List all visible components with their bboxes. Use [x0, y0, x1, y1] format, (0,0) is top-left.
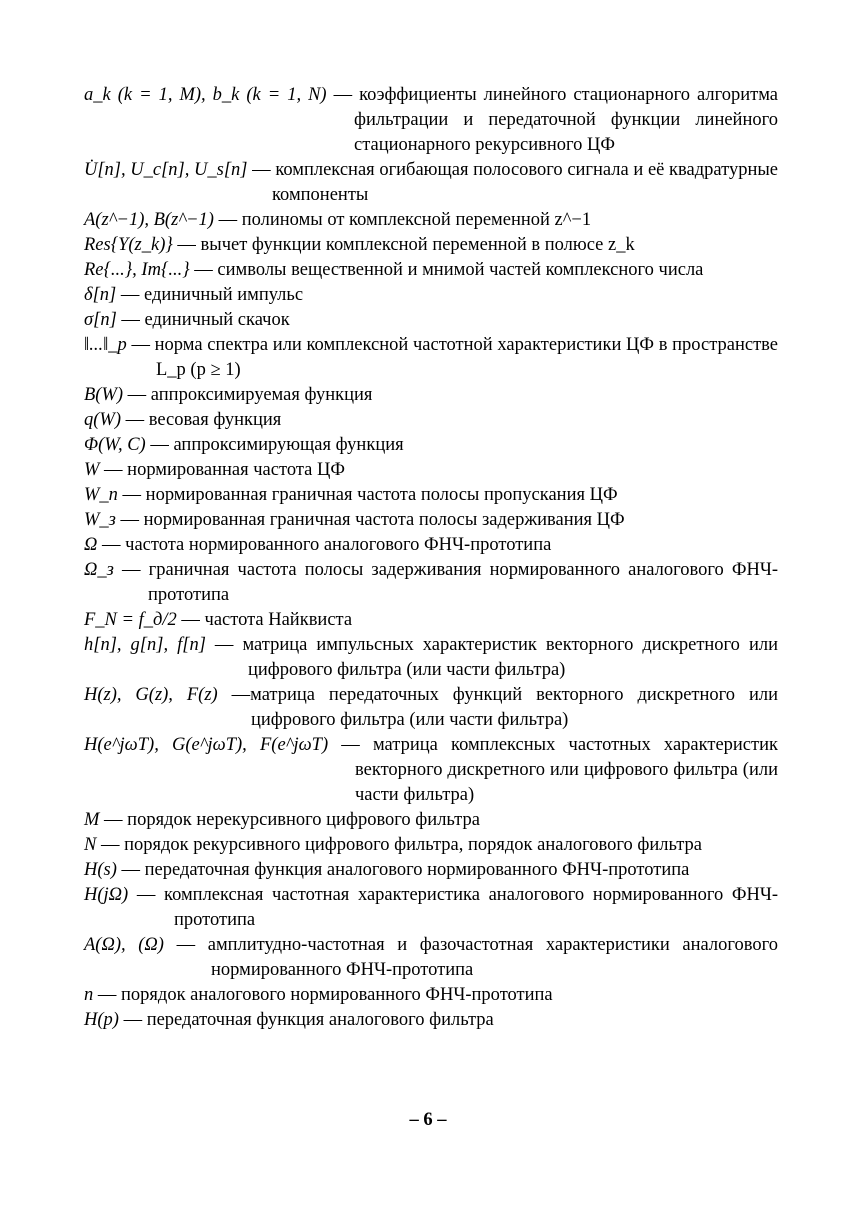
notation-symbol: δ[n]	[84, 285, 117, 305]
notation-entry: W_п — нормированная граничная частота полосы пропускания ЦФ	[84, 485, 618, 505]
notation-definition: матрица комплексных частотных характеристик векторного дискретного или цифрового фильтра (или части фильтра)	[355, 735, 778, 805]
notation-entry: B(W) — аппроксимируемая функция	[84, 385, 373, 405]
notation-definition: порядок аналогового нормированного ФНЧ-прототипа	[121, 985, 553, 1005]
notation-entry: W_з — нормированная граничная частота полосы задерживания ЦФ	[84, 510, 625, 530]
notation-symbol: H(jΩ)	[84, 885, 129, 905]
notation-definition: символы вещественной и мнимой частей комплексного числа	[217, 260, 704, 280]
notation-symbol: N	[84, 835, 97, 855]
notation-entry: M — порядок нерекурсивного цифрового фильтра	[84, 810, 480, 830]
notation-entry: H(jΩ) — комплексная частотная характеристика аналогового нормированного ФНЧ-прототипа	[84, 885, 779, 930]
notation-definition: матрица импульсных характеристик векторного дискретного или цифрового фильтра (или части фильтра)	[242, 635, 778, 680]
notation-entry: H(p) — передаточная функция аналогового фильтра	[84, 1010, 494, 1030]
notation-entry: U̇[n], U_c[n], U_s[n] — комплексная огибающая полосового сигнала и её квадратурные компоненты	[84, 160, 778, 205]
notation-symbol: A(Ω), (Ω)	[84, 935, 164, 955]
notation-definition: комплексная частотная характеристика аналогового нормированного ФНЧ-прототипа	[164, 885, 779, 930]
notation-symbol: F_N = f_д/2	[84, 610, 177, 630]
notation-entry: Φ(W, C) — аппроксимирующая функция	[84, 435, 404, 455]
notation-definition: полиномы от комплексной переменной z^−1	[241, 210, 592, 230]
notation-symbol: Φ(W, C)	[84, 435, 146, 455]
notation-symbol: Res{Y(z_k)}	[84, 235, 173, 255]
notation-symbol: q(W)	[84, 410, 121, 430]
notation-symbol: H(z), G(z), F(z)	[84, 685, 218, 705]
notation-definition: нормированная частота ЦФ	[127, 460, 345, 480]
notation-entry: Ω — частота нормированного аналогового ФНЧ-прототипа	[84, 535, 552, 555]
notation-definition: порядок рекурсивного цифрового фильтра, порядок аналогового фильтра	[124, 835, 703, 855]
notation-symbol: Ω_з	[84, 560, 114, 580]
notation-entry: F_N = f_д/2 — частота Найквиста	[84, 610, 353, 630]
notation-symbol: H(p)	[84, 1010, 119, 1030]
notation-definition: порядок нерекурсивного цифрового фильтра	[127, 810, 480, 830]
notation-symbol: W_п	[84, 485, 118, 505]
notation-entry: W — нормированная частота ЦФ	[84, 460, 345, 480]
notation-entry: δ[n] — единичный импульс	[84, 285, 304, 305]
notation-entry: A(Ω), (Ω) — амплитудно-частотная и фазочастотная характеристики аналогового нормированного ФНЧ-прототипа	[84, 935, 779, 980]
notation-symbol: n	[84, 985, 94, 1005]
notation-definition: единичный скачок	[144, 310, 290, 330]
notation-list	[84, 83, 778, 1033]
notation-entry: ‖...‖_p — норма спектра или комплексной частотной характеристики ЦФ в пространстве L_p (p ≥ 1)	[84, 335, 779, 380]
notation-definition: нормированная граничная частота полосы пропускания ЦФ	[145, 485, 618, 505]
notation-symbol: ‖...‖_p	[84, 335, 127, 355]
notation-entry: H(e^jωT), G(e^jωT), F(e^jωT) — матрица комплексных частотных характеристик векторного дискретного или цифрового фильтра (или части фильтра)	[84, 735, 778, 805]
notation-symbol: Re{...}, Im{...}	[84, 260, 190, 280]
notation-symbol: W	[84, 460, 100, 480]
notation-definition: вычет функции комплексной переменной в полюсе z_k	[200, 235, 635, 255]
notation-symbol: a_k (k = 1, M), b_k (k = 1, N)	[84, 85, 327, 105]
notation-symbol: M	[84, 810, 100, 830]
notation-definition: норма спектра или комплексной частотной характеристики ЦФ в пространстве L_p (p ≥ 1)	[154, 335, 779, 380]
notation-definition: нормированная граничная частота полосы задерживания ЦФ	[143, 510, 625, 530]
notation-symbol: σ[n]	[84, 310, 117, 330]
notation-entry: n — порядок аналогового нормированного ФНЧ-прототипа	[84, 985, 553, 1005]
notation-entry: A(z^−1), B(z^−1) — полиномы от комплексной переменной z^−1	[84, 210, 592, 230]
notation-definition: коэффициенты линейного стационарного алгоритма фильтрации и передаточной функции линейного стационарного рекурсивного ЦФ	[354, 85, 778, 155]
notation-definition: граничная частота полосы задерживания нормированного аналогового ФНЧ-прототипа	[148, 560, 779, 605]
notation-symbol: A(z^−1), B(z^−1)	[84, 210, 214, 230]
notation-entry: q(W) — весовая функция	[84, 410, 282, 430]
notation-symbol: U̇[n], U_c[n], U_s[n]	[84, 160, 248, 180]
notation-entry: N — порядок рекурсивного цифрового фильтра, порядок аналогового фильтра	[84, 835, 703, 855]
notation-symbol: B(W)	[84, 385, 124, 405]
notation-definition: передаточная функция аналогового нормированного ФНЧ-прототипа	[144, 860, 690, 880]
notation-definition: матрица передаточных функций векторного дискретного или цифрового фильтра (или части фильтра)	[250, 685, 778, 730]
notation-entry: H(s) — передаточная функция аналогового нормированного ФНЧ-прототипа	[84, 860, 690, 880]
notation-definition: амплитудно-частотная и фазочастотная характеристики аналогового нормированного ФНЧ-прототипа	[207, 935, 779, 980]
notation-definition: единичный импульс	[144, 285, 304, 305]
notation-entry: H(z), G(z), F(z) —матрица передаточных функций векторного дискретного или цифрового фильтра (или части фильтра)	[84, 685, 778, 730]
notation-symbol: H(e^jωT), G(e^jωT), F(e^jωT)	[84, 735, 329, 755]
notation-definition: передаточная функция аналогового фильтра	[146, 1010, 494, 1030]
notation-entry: h[n], g[n], f[n] — матрица импульсных характеристик векторного дискретного или цифрового фильтра (или части фильтра)	[84, 635, 778, 680]
notation-symbol: Ω	[84, 535, 98, 555]
page-number: – 6 –	[409, 1110, 447, 1130]
notation-entry: Ω_з — граничная частота полосы задерживания нормированного аналогового ФНЧ-прототипа	[84, 560, 779, 605]
notation-symbol: H(s)	[84, 860, 117, 880]
notation-symbol: h[n], g[n], f[n]	[84, 635, 206, 655]
notation-definition: аппроксимирующая функция	[173, 435, 404, 455]
notation-definition: весовая функция	[148, 410, 282, 430]
notation-definition: аппроксимируемая функция	[150, 385, 373, 405]
notation-entry: Res{Y(z_k)} — вычет функции комплексной переменной в полюсе z_k	[84, 235, 635, 255]
notation-definition: частота Найквиста	[204, 610, 353, 630]
notation-entry: a_k (k = 1, M), b_k (k = 1, N) — коэффициенты линейного стационарного алгоритма фильтрации и передаточной функции линейного стационарного рекурсивного ЦФ	[84, 85, 778, 155]
notation-definition: частота нормированного аналогового ФНЧ-прототипа	[125, 535, 552, 555]
notation-symbol: W_з	[84, 510, 116, 530]
notation-definition: комплексная огибающая полосового сигнала и её квадратурные компоненты	[272, 160, 778, 205]
notation-entry: Re{...}, Im{...} — символы вещественной и мнимой частей комплексного числа	[84, 260, 704, 280]
notation-entry: σ[n] — единичный скачок	[84, 310, 290, 330]
